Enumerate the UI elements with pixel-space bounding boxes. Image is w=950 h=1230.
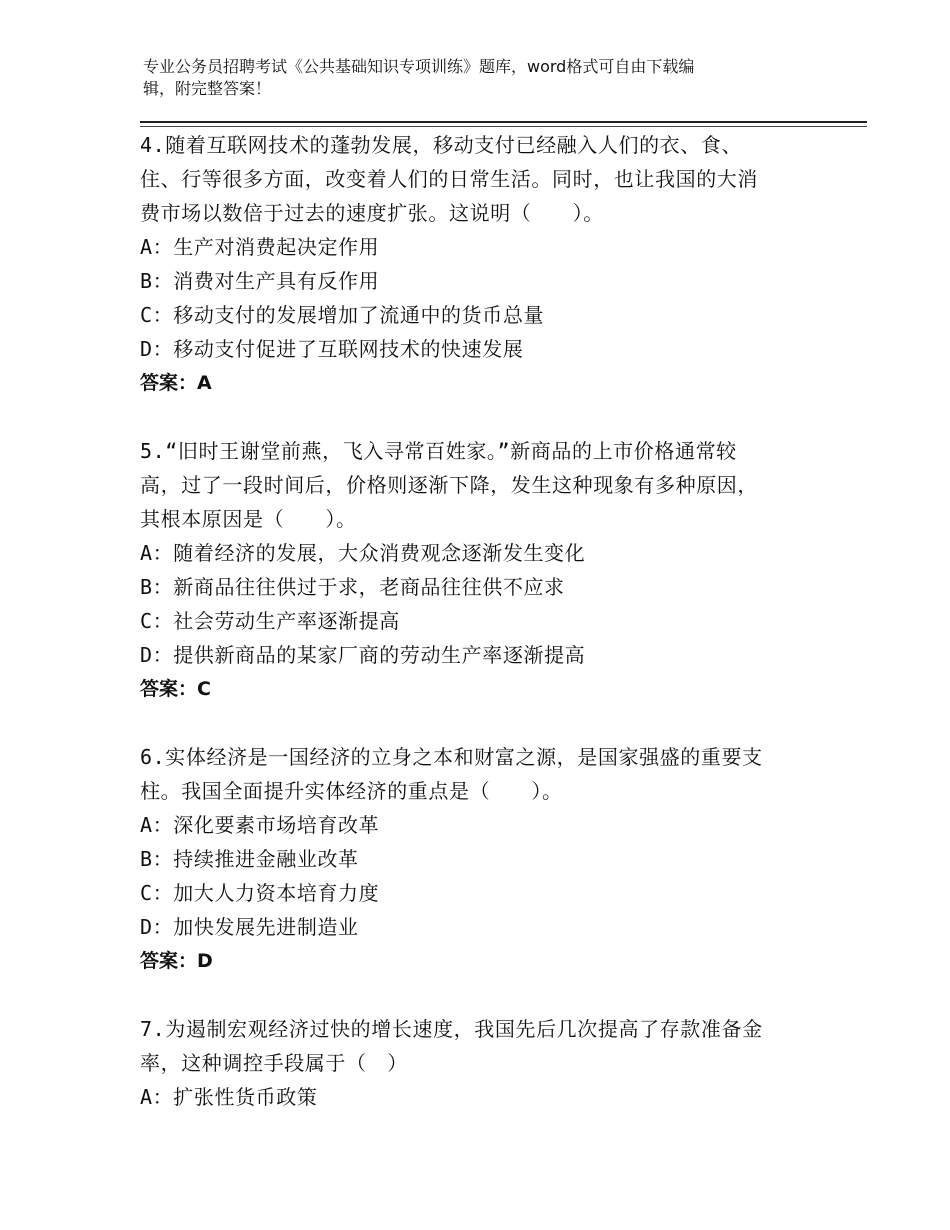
header-rule-thin [140, 126, 867, 127]
option-a: A：深化要素市场培育改革 [140, 813, 380, 837]
question-stem-line: 4.随着互联网技术的蓬勃发展，移动支付已经融入人们的衣、食、 [140, 133, 743, 157]
question-5 [140, 434, 805, 706]
question-stem-line: 6.实体经济是一国经济的立身之本和财富之源，是国家强盛的重要支 [140, 745, 763, 769]
question-stem-line: 率，这种调控手段属于（ ） [140, 1051, 408, 1075]
question-4 [140, 128, 805, 400]
question-stem-line: 其根本原因是（ ）。 [140, 507, 357, 531]
answer-label: 答案：D [140, 950, 213, 972]
page-header [143, 56, 823, 100]
question-stem-line: 7.为遏制宏观经济过快的增长速度，我国先后几次提高了存款准备金 [140, 1017, 763, 1041]
header-line-2: 辑，附完整答案！ [143, 79, 272, 98]
question-7 [140, 1012, 805, 1114]
spacer [140, 978, 805, 1012]
option-c: C：移动支付的发展增加了流通中的货币总量 [140, 303, 545, 327]
option-d: D：移动支付促进了互联网技术的快速发展 [140, 337, 524, 361]
question-stem-line: 高，过了一段时间后，价格则逐渐下降，发生这种现象有多种原因， [140, 473, 758, 497]
header-line-1: 专业公务员招聘考试《公共基础知识专项训练》题库，word格式可自由下载编 [143, 57, 695, 76]
option-a: A：随着经济的发展，大众消费观念逐渐发生变化 [140, 541, 586, 565]
header-rule-thick [140, 121, 867, 123]
option-a: A：扩张性货币政策 [140, 1085, 318, 1109]
question-list [140, 128, 805, 1114]
question-stem-line: 住、行等很多方面，改变着人们的日常生活。同时，也让我国的大消 [140, 167, 758, 191]
question-6 [140, 740, 805, 978]
question-stem-line: 费市场以数倍于过去的速度扩张。这说明（ ）。 [140, 201, 604, 225]
option-d: D：加快发展先进制造业 [140, 915, 359, 939]
answer-label: 答案：C [140, 678, 211, 700]
option-b: B：持续推进金融业改革 [140, 847, 359, 871]
option-a: A：生产对消费起决定作用 [140, 235, 380, 259]
option-c: C：加大人力资本培育力度 [140, 881, 380, 905]
option-c: C：社会劳动生产率逐渐提高 [140, 609, 400, 633]
option-d: D：提供新商品的某家厂商的劳动生产率逐渐提高 [140, 643, 586, 667]
question-stem-line: 5.“旧时王谢堂前燕，飞入寻常百姓家。”新商品的上市价格通常较 [140, 439, 737, 463]
option-b: B：消费对生产具有反作用 [140, 269, 380, 293]
answer-label: 答案：A [140, 372, 212, 394]
question-stem-line: 柱。我国全面提升实体经济的重点是（ ）。 [140, 779, 563, 803]
spacer [140, 706, 805, 740]
spacer [140, 400, 805, 434]
option-b: B：新商品往往供过于求，老商品往往供不应求 [140, 575, 565, 599]
